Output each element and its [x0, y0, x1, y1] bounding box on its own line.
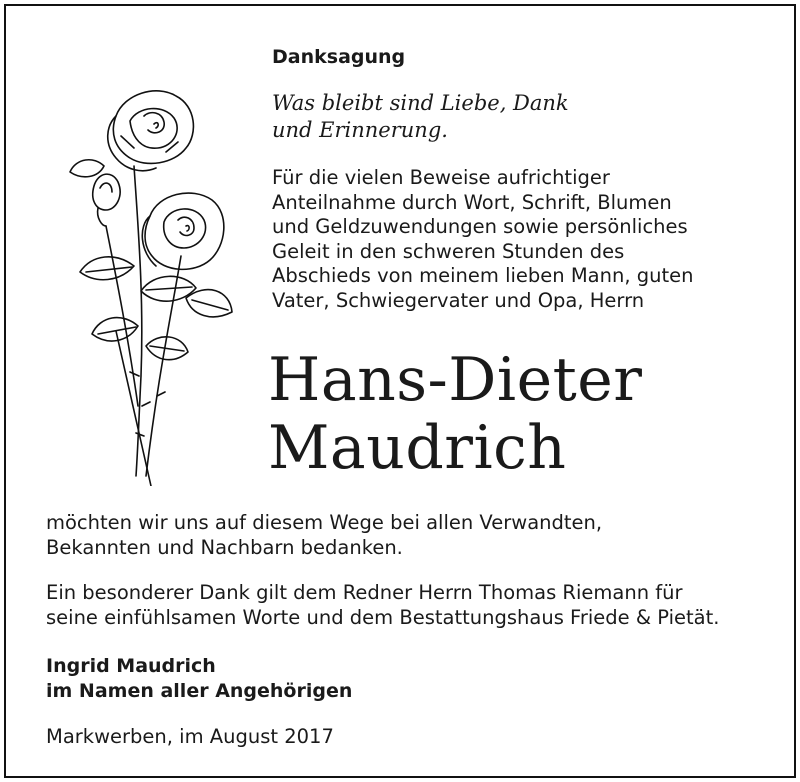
intro-line: Geleit in den schweren Stunden des	[272, 239, 625, 263]
deceased-first-name: Hans-Dieter	[268, 345, 643, 415]
deceased-last-name: Maudrich	[268, 413, 567, 483]
intro-line: Für die vielen Beweise aufrichtiger	[272, 166, 610, 189]
intro-text	[272, 166, 694, 313]
signer-name: Ingrid Maudrich	[46, 655, 216, 677]
motto	[272, 90, 569, 144]
place-date: Markwerben, im August 2017	[46, 725, 334, 748]
special-thanks-text	[46, 581, 719, 630]
motto-line: und Erinnerung.	[272, 118, 448, 142]
thanks-line: möchten wir uns auf diesem Wege bei allen Verwandten,	[46, 511, 603, 534]
signer	[46, 654, 352, 704]
heading: Danksagung	[272, 46, 406, 68]
intro-line: Abschieds von meinem lieben Mann, guten	[272, 264, 694, 287]
obituary-notice	[4, 4, 796, 778]
intro-line: und Geldzuwendungen sowie persönliches	[272, 215, 688, 238]
rose-illustration-icon	[46, 76, 236, 486]
motto-line: Was bleibt sind Liebe, Dank	[272, 91, 569, 115]
special-thanks-line: seine einfühlsamen Worte und dem Bestattungshaus Friede & Pietät.	[46, 605, 720, 629]
special-thanks-line: Ein besonderer Dank gilt dem Redner Herrn Thomas Riemann für	[46, 581, 683, 604]
intro-line: Anteilnahme durch Wort, Schrift, Blumen	[272, 190, 672, 214]
thanks-text	[46, 511, 602, 560]
deceased-name	[268, 346, 642, 482]
thanks-line: Bekannten und Nachbarn bedanken.	[46, 535, 403, 559]
intro-line: Vater, Schwiegervater und Opa, Herrn	[272, 288, 645, 312]
signer-note: im Namen aller Angehörigen	[46, 680, 353, 702]
